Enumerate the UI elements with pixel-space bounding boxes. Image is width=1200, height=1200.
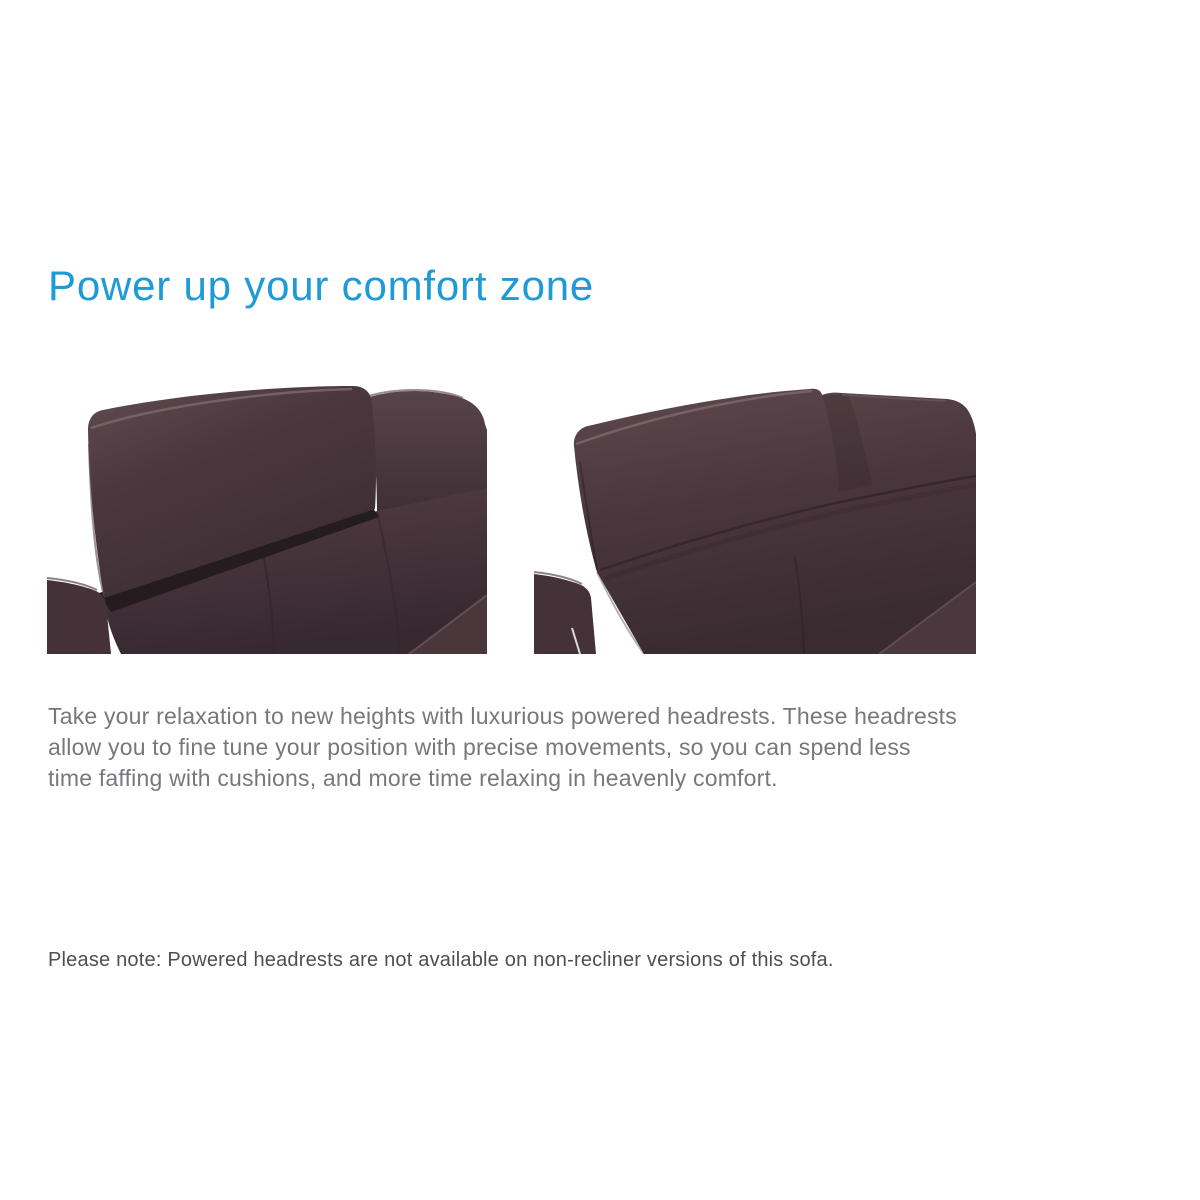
description-line: time faffing with cushions, and more time relaxing in heavenly comfort.	[48, 765, 778, 791]
description-text	[48, 701, 957, 794]
description-line: Take your relaxation to new heights with luxurious powered headrests. These headrests	[48, 703, 957, 729]
sofa-headrest-raised-image	[47, 384, 487, 654]
comparison-images	[47, 384, 976, 654]
page-title: Power up your comfort zone	[48, 262, 595, 309]
sofa-headrest-lowered-image	[534, 384, 976, 654]
description-line: allow you to fine tune your position with precise movements, so you can spend less	[48, 734, 911, 760]
disclaimer-note: Please note: Powered headrests are not available on non-recliner versions of this sofa.	[48, 949, 834, 971]
